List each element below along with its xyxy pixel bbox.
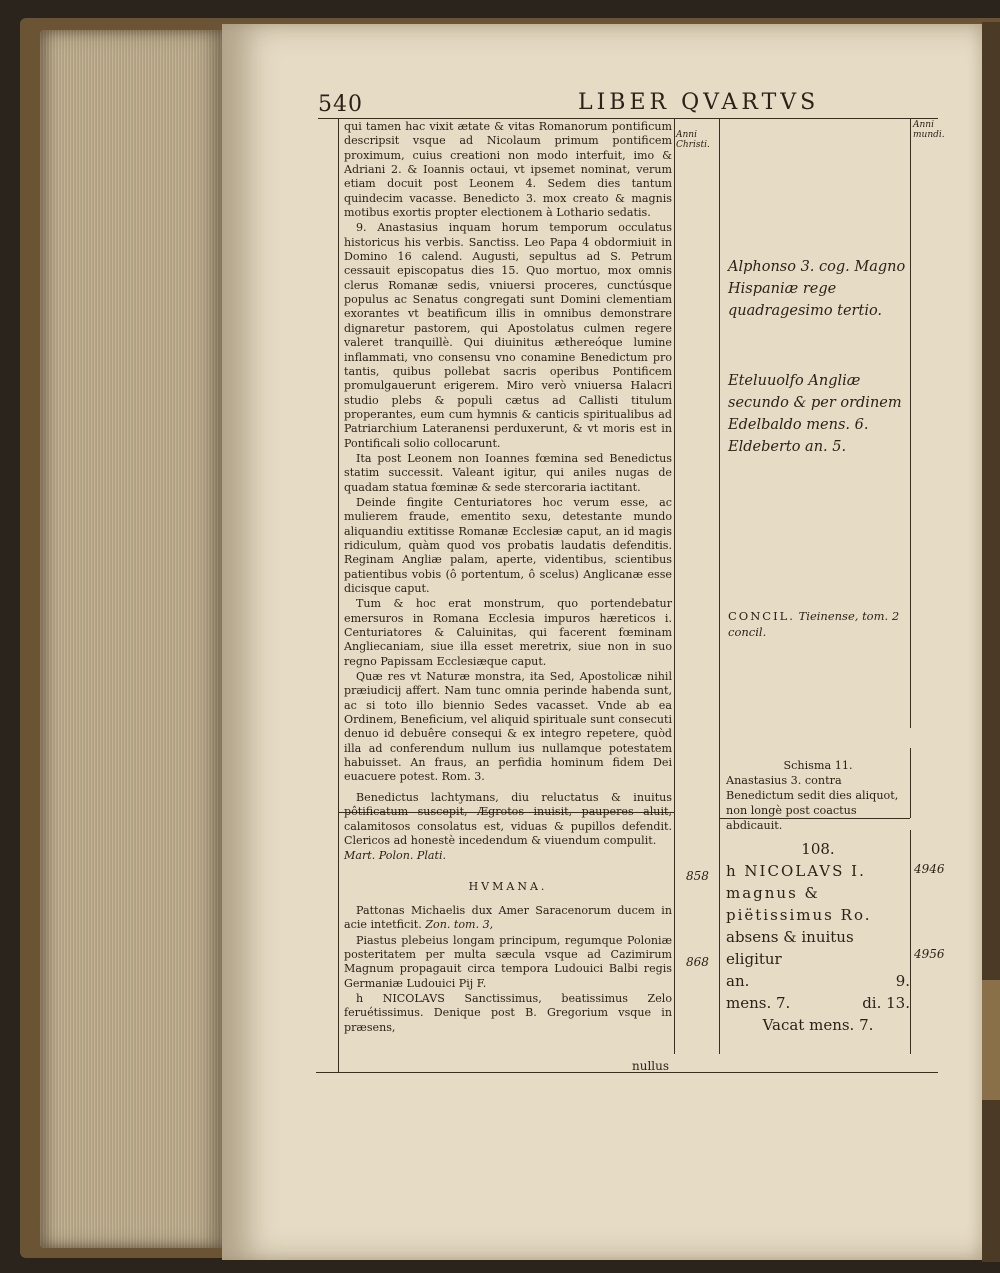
top-rule: [318, 118, 938, 119]
page-number: 540: [318, 92, 363, 117]
schisma-title: Schisma 11.: [783, 759, 853, 772]
mundi-column-rule-bottom: [910, 830, 911, 1054]
months-label: mens. 7.: [726, 994, 791, 1012]
paragraph: Tum & hoc erat monstrum, quo portendebatur emersuros in Romana Ecclesia impuros hæreticos i. Centuriatores & Caluinitas, qui facerent fœminam Angliecaniam, siue illa esset meretrix, siue non in suo regno Papissam Ecclesiæque caput.: [344, 597, 672, 668]
year-column-rule: [719, 118, 720, 1054]
margin-note-concil: [728, 608, 908, 640]
mundi-column-rule: [910, 118, 911, 728]
concil-text: Tieinense, tom. 2 concil.: [728, 609, 900, 639]
anni-christi-header: Anni Christi.: [676, 130, 710, 150]
paragraph-text: Pattonas Michaelis dux Amer Saracenorum ducem in acie intetficit.: [344, 903, 672, 932]
bottom-rule: [316, 1072, 938, 1073]
vacancy-line: Vacat mens. 7.: [762, 1016, 874, 1034]
schisma-text: Anastasius 3. contra Benedictum sedit dies aliquot, non longè post coactus abdicauit.: [726, 774, 899, 832]
pope-years-row: [726, 970, 910, 992]
pope-name-line: h NICOLAVS I. magnus & piëtissimus Ro.: [726, 862, 872, 924]
left-frame-rule: [338, 118, 339, 1073]
section-heading: HVMANA.: [468, 879, 548, 893]
margin-note-eteluuolfo: Eteluuolfo Angliæ secundo & per ordinem Edelbaldo mens. 6. Eldeberto an. 5.: [728, 373, 902, 455]
paragraph: Benedictus lachtymans, diu reluctatus & inuitus pôtificatum suscepit, Ægrotos inuisit, pauperes aluit, calamitosos consolatus est, viduas & pupillos defendit. Clericos ad honestè incedendum & viuendum compulit.: [344, 790, 672, 847]
pope-months-row: [726, 992, 910, 1014]
page-edges: [40, 30, 226, 1248]
mundi-column-rule-lower: [910, 748, 911, 818]
paragraph: 9. Anastasius inquam horum temporum occulatus historicus his verbis. Sanctiss. Leo Papa 4 obdormiuit in Domino 16 calend. Augusti, sepultus ad S. Petrum cessauit episcopatus dies 15. Quo mortuo, mox omnis clerus Romanæ sedis, vniuersi proceres, cunctúsque populus ac Senatus congregati sunt Domini clementiam exorantes vt beatificum illis in omnibus demonstrare dignaretur pastorem, qui Apostolatus culmen regere valeret tranquillè. Qui diuinitus æthereóque lumine inflammati, vno consensu vno conamine Benedictum pro tantis, quibus pollebat sacris operibus Pontificem promulgauerunt erigerem. Miro verò vniuersa Halacri studio plebs & populi cætus ad Callisti titulum properantes, eum cum hymnis & canticis spiritualibus ad Patriarchium Lateranensi perduxerunt, & vt moris est in Pontificali solio collocarunt.: [344, 221, 672, 450]
paragraph: [344, 904, 672, 933]
running-title: LIBER QVARTVS: [578, 90, 820, 115]
year-mundi-4946: 4946: [914, 862, 945, 876]
year-mundi-4956: 4956: [914, 947, 945, 961]
days-label: di. 13.: [862, 994, 910, 1012]
page-tabs: [982, 980, 1000, 1100]
paragraph: Piastus plebeius longam principum, regumque Poloniæ posteritatem per multa sæcula vsque ad Cazimirum Magnum propagauit circa tempora Ludouici Balbi regis Germaniæ Ludouici Pij F.: [344, 933, 672, 990]
paragraph: qui tamen hac vixit ætate & vitas Romanorum pontificum descripsit vsque ad Nicolaum primum pontificem proximum, cuius creationi non modo interfuit, imo & Adriani 2. & Ioannis octaui, vt ipsemet nominat, verum etiam docuit post Leonem 4. Sedem dies tantum quindecim vacasse. Benedicto 3. mox creato & magnis motibus exortis propter electionem à Lothario sedatis.: [344, 120, 672, 220]
year-christi-858: 858: [686, 869, 709, 883]
anni-mundi-header: Anni mundi.: [913, 120, 945, 140]
paragraph: Deinde fingite Centuriatores hoc verum esse, ac mulierem fraude, ementito sexu, detestante mundo aliquandiu extitisse Romanæ Ecclesiæ caput, an id magis ridiculum, quàm quod vos probatis laudatis defenditis. Reginam Angliæ palam, aperte, videntibus, scientibus patientibus vobis (ô portentum, ô scelus) Anglicanæ esse dicisque caput.: [344, 495, 672, 595]
paragraph: Quæ res vt Naturæ monstra, ita Sed, Apostolicæ nihil præiudicij affert. Nam tunc omnia perinde habenda sunt, ac si toto illo biennio Sedes vacasset. Vnde ab ea Ordinem, Beneficium, vel aliquid spirituale sunt consecuti denuo id debuêre consequi & ex integro repetere, quòd illa ad conferendum nullum ius nullamque potestatem habuisset. An fraus, an perfidia hominum fidem Dei euacuere potest. Rom. 3.: [344, 670, 672, 784]
citation: Zon. tom. 3,: [425, 918, 494, 932]
years-label: an.: [726, 972, 750, 990]
pope-number: 108.: [801, 840, 835, 858]
paragraph: Ita post Leonem non Ioannes fœmina sed Benedictus statim successit. Valeant igitur, qui aniles nugas de quadam statua fœminæ & sede stercoraria iactitant.: [344, 451, 672, 494]
year-christi-868: 868: [686, 955, 709, 969]
main-text-column: [344, 120, 672, 1036]
margin-note-alphonso: Alphonso 3. cog. Magno Hispaniæ rege quadragesimo tertio.: [728, 259, 906, 319]
text-column-rule: [674, 118, 675, 1054]
concil-label: CONCIL.: [728, 609, 795, 623]
catchword: nullus: [632, 1059, 670, 1073]
margin-note-schisma: [726, 758, 910, 833]
citation: Mart. Polon. Plati.: [344, 849, 447, 863]
paragraph: h NICOLAVS Sanctissimus, beatissimus Zelo feruétissimus. Denique post B. Gregorium vsque in præsens,: [344, 991, 672, 1034]
pope-entry: [726, 838, 910, 1036]
pope-election-line: absens & inuitus eligitur: [726, 928, 854, 968]
years-value: 9.: [895, 972, 910, 990]
